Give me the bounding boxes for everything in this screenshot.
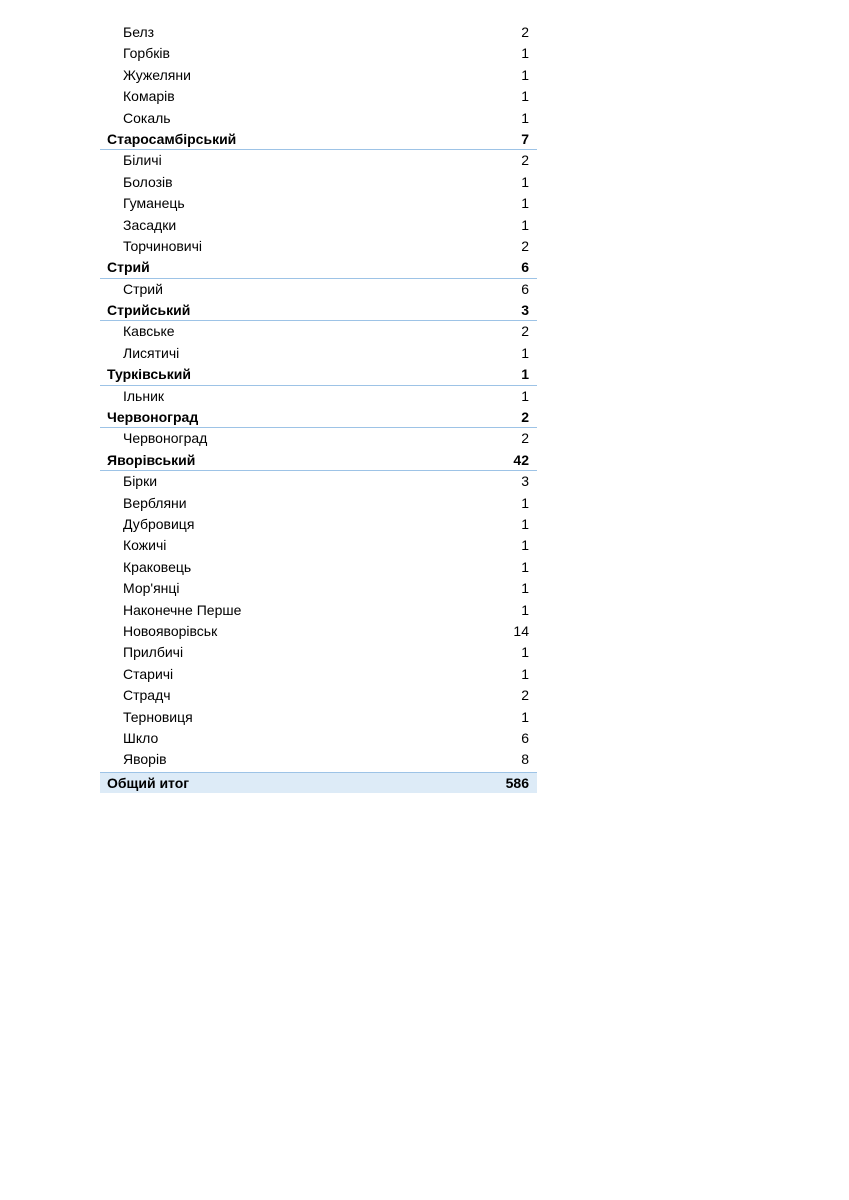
item-label: Ільник: [123, 387, 165, 404]
group-count: 1: [521, 366, 529, 383]
item-count: 2: [521, 237, 529, 254]
item-row: [100, 321, 537, 342]
group-label: Старосамбірський: [107, 130, 237, 147]
item-row: [100, 707, 537, 728]
item-label: Наконечне Перше: [123, 601, 242, 618]
item-label: Шкло: [123, 729, 159, 746]
item-label: Червоноград: [123, 430, 208, 447]
item-count: 1: [521, 708, 529, 725]
item-count: 1: [521, 537, 529, 554]
item-row: [100, 22, 537, 43]
group-label: Червоноград: [107, 409, 199, 426]
item-label: Лисятичі: [123, 344, 180, 361]
item-count: 2: [521, 152, 529, 169]
item-row: [100, 578, 537, 599]
group-row: [100, 407, 537, 428]
item-count: 6: [521, 280, 529, 297]
item-label: Горбків: [123, 45, 170, 62]
item-label: Кавське: [123, 323, 175, 340]
item-label: Страдч: [123, 687, 171, 704]
group-label: Стрийський: [107, 302, 191, 319]
pivot-rows: [100, 22, 537, 771]
item-row: [100, 108, 537, 129]
item-count: 2: [521, 430, 529, 447]
group-row: [100, 450, 537, 471]
item-count: 1: [521, 88, 529, 105]
group-count: 2: [521, 409, 529, 426]
grand-total-value: 586: [505, 774, 529, 791]
item-count: 14: [513, 622, 529, 639]
item-label: Кожичі: [123, 537, 167, 554]
item-count: 1: [521, 644, 529, 661]
item-label: Бірки: [123, 473, 158, 490]
group-count: 7: [521, 130, 529, 147]
item-count: 1: [521, 216, 529, 233]
item-row: [100, 514, 537, 535]
item-label: Жужеляни: [123, 66, 191, 83]
item-row: [100, 386, 537, 407]
item-count: 1: [521, 601, 529, 618]
item-row: [100, 749, 537, 770]
item-label: Біличі: [123, 152, 162, 169]
item-count: 1: [521, 387, 529, 404]
item-row: [100, 642, 537, 663]
item-row: [100, 493, 537, 514]
item-row: [100, 150, 537, 171]
item-row: [100, 172, 537, 193]
item-label: Торчиновичі: [123, 237, 203, 254]
group-label: Турківський: [107, 366, 191, 383]
item-row: [100, 685, 537, 706]
item-count: 3: [521, 473, 529, 490]
group-label: Яворівський: [107, 451, 196, 468]
item-label: Прилбичі: [123, 644, 184, 661]
item-count: 1: [521, 173, 529, 190]
item-count: 1: [521, 195, 529, 212]
item-row: [100, 193, 537, 214]
item-label: Гуманець: [123, 195, 185, 212]
item-row: [100, 343, 537, 364]
item-label: Вербляни: [123, 494, 187, 511]
grand-total-row: [100, 772, 537, 793]
item-count: 2: [521, 323, 529, 340]
group-row: [100, 129, 537, 150]
item-row: [100, 279, 537, 300]
item-row: [100, 65, 537, 86]
item-count: 1: [521, 558, 529, 575]
item-count: 1: [521, 665, 529, 682]
item-label: Новояворівськ: [123, 622, 218, 639]
group-count: 6: [521, 259, 529, 276]
item-count: 1: [521, 66, 529, 83]
group-row: [100, 300, 537, 321]
group-count: 42: [513, 451, 529, 468]
item-row: [100, 43, 537, 64]
group-row: [100, 364, 537, 385]
item-label: Мор'янці: [123, 580, 180, 597]
item-label: Засадки: [123, 216, 177, 233]
item-row: [100, 600, 537, 621]
item-count: 1: [521, 344, 529, 361]
item-row: [100, 428, 537, 449]
item-row: [100, 471, 537, 492]
item-row: [100, 664, 537, 685]
item-label: Дубровиця: [123, 515, 195, 532]
item-row: [100, 86, 537, 107]
item-count: 2: [521, 24, 529, 40]
item-label: Стрий: [123, 280, 163, 297]
item-label: Комарів: [123, 88, 175, 105]
item-row: [100, 557, 537, 578]
grand-total-label: Общий итог: [107, 774, 190, 791]
item-count: 1: [521, 109, 529, 126]
item-count: 1: [521, 515, 529, 532]
item-count: 1: [521, 494, 529, 511]
item-row: [100, 535, 537, 556]
item-label: Сокаль: [123, 109, 171, 126]
item-label: Терновиця: [123, 708, 193, 725]
item-row: [100, 728, 537, 749]
group-label: Стрий: [107, 259, 150, 276]
item-count: 8: [521, 751, 529, 768]
item-row: [100, 236, 537, 257]
item-label: Яворів: [123, 751, 167, 768]
item-label: Старичі: [123, 665, 174, 682]
item-count: 1: [521, 580, 529, 597]
item-row: [100, 215, 537, 236]
item-label: Краковець: [123, 558, 192, 575]
item-count: 2: [521, 687, 529, 704]
item-row: [100, 621, 537, 642]
item-count: 1: [521, 45, 529, 62]
group-count: 3: [521, 302, 529, 319]
pivot-table: [100, 22, 537, 793]
group-row: [100, 257, 537, 278]
item-label: Болозів: [123, 173, 173, 190]
item-label: Белз: [123, 24, 155, 40]
item-count: 6: [521, 729, 529, 746]
